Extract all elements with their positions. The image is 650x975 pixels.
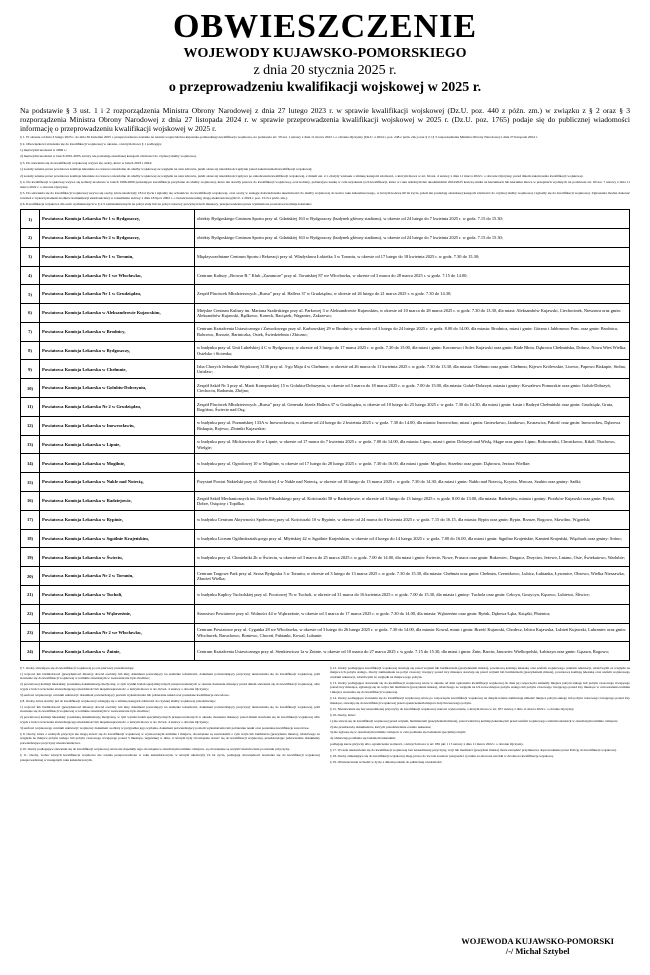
paragraph: 3) szefowi wojskowego centrum rekrutacji: dokument potwierdzający poziom wykształcenia lub pobieranie nauki oraz posiadane kwalifikacje zawodowe. (20, 692, 230, 697)
row-number: 21) (21, 586, 40, 605)
table-row (21, 492, 630, 511)
commission-address: obiekty Bydgoskiego Centrum Sportu przy ul. Gdańskiej 163 w Bydgoszczy (budynek główny stadionu), w okresie od 24 lutego do 7 kwietnia 2025 r. w godz. 7.15 do 15.30; (195, 228, 630, 247)
paragraph: 1) wojtowi lub burmistrzowi (prezydentowi miasta): dowód osobisty lub inny dokument pozwalający na ustalenie tożsamości, dokument potwierdzający przyczyny niestawienia się do kwalifikacji wojskowej, jeśli stawienie się do kwalifikacji wojskowej w terminie określonym w wezwaniu nie było możliwe; (20, 704, 320, 714)
commission-address: Przystań Powiat Nakielski przy ul. Noteckiej 4 w Nakle nad Notecią, w okresie od 18 lutego do 13 marca 2025 r. w godz. 7.30 do 14.30, dla miast i gmin: Nakło nad Notecią, Kcynia, Mrocza, Szubin oraz gminy: Sadki; (195, 473, 630, 492)
paragraph: § 16. Osoby, które: (330, 712, 356, 717)
table-row (21, 285, 630, 304)
paragraph: 2) zostały uznane przez powiatowe komisje lekarskie za czasowo niezdolne do służby wojskowej ze względu na stan zdrowia, jeżeli okres tej niezdolności upływa po zakończeniu kwalifikacji wojskowej, z dniem ust. 2, i złożyły wniosek o zmianę kategorii zdolności, o którym mowa w art. 64 ust. 4 ustawy z dnia 11 marca 2022 r. o obronie Ojczyzny, przed dniem zakończenia kwalifikacji wojskowej. (20, 173, 584, 178)
commission-address: Zespół Placówek Młodzieżowych „Bursa” przy ul. Hallera 37 w Grudziądzu, w okresie od 26 lutego do 21 marca 2025 r. w godz. 7.30 do 14.30; (195, 285, 630, 304)
commission-name: Powiatowa Komisja Lekarska w Mogilnie, (40, 454, 195, 473)
row-number: 2) (21, 228, 40, 247)
commissions-table (20, 209, 630, 661)
commission-address: Zespół Placówek Młodzieżowych „Bursa” przy ul. Generała Józefa Hallera 37 w Grudziądzu, w okresie od 10 lutego do 25 lutego 2025 r. w godz. 7.30 do 14.30, dla miast i gmin: Łasin i Radzyń Chełmiński oraz gmin: Grudziądz, Gruta, Rogóźno, Świecie nad Osą; (195, 398, 630, 417)
commission-name: Powiatowa Komisja Lekarska w Tucholi, (40, 586, 195, 605)
row-number: 16) (21, 492, 40, 511)
date-line: z dnia 20 stycznia 2025 r. (253, 63, 397, 78)
commission-name: Powiatowa Komisja Lekarska Nr 1 w Bydgoszczy, (40, 210, 195, 229)
commission-name: Powiatowa Komisja Lekarska Nr 1 w Toruniu, (40, 247, 195, 266)
table-row (21, 322, 630, 341)
row-number: 11) (21, 398, 40, 417)
paragraph: 1) mężczyźni urodzeni w 2006 r.; (20, 147, 67, 152)
row-number: 17) (21, 510, 40, 529)
commission-name: Powiatowa Komisja Lekarska w Bydgoszczy, (40, 341, 195, 360)
paragraph: 4) odmawiają poddania się badaniom lekarskim; (330, 736, 396, 741)
signatory-name: /-/ Michał Sztybel (505, 946, 570, 956)
commission-address: Starostwo Powiatowe przy ul. Wolności 44 w Wąbrzeźnie, w okresie od 3 marca do 17 marca 2025 r. w godz. 7.30 do 14.00, dla miasta: Wąbrzeźno oraz gmin: Ryńsk, Dębowa Łąka, Książki, Płużnica; (195, 604, 630, 623)
row-number: 24) (21, 642, 40, 661)
paragraph: 1) zostały uznane przez powiatowe komisje lekarskie za czasowo niezdolne do służby wojskowej ze względu na stan zdrowia, jeżeli okres tej niezdolności upłynie przed zakończeniem kwalifikacji wojskowej; (20, 167, 313, 172)
paragraph: § 7. Osoby stawiające się do kwalifikacji wojskowej po raz pierwszy przedstawiają: (20, 665, 134, 670)
commission-address: w budynku Liceum Ogólnokształcącego przy ul. Młyńskiej 42 w Sępólnie Krajeńskim, w okresie od 4 lutego do 14 lutego 2025 r. w godz. 7.00 do 16.00, dla miast i gmin: Sępólno Krajeńskie, Kamień Krajeński, Więcbork oraz gminy: Sośno; (195, 529, 630, 548)
paragraph: § 14. Osoby podlegające stawieniu się do kwalifikacji wojskowej, które po rozpoczęciu kwalifikacji wojskowej na danym terenie zamierzają zmienić miejsce pobytu stałego lub pobytu czasowego trwającego ponad trzy miesiące, stawiają się do kwalifikacji wojskowej przed opuszczeniem miejsca dotychczasowego pobytu. (330, 695, 630, 705)
commission-name: Powiatowa Komisja Lekarska Nr 1 w Grudziądzu, (40, 285, 195, 304)
paragraph: § 15. Niestawienie się bez uzasadnionej przyczyny do kwalifikacji wojskowej stanowi wykroczenie, o którym mowa w art. 657 ustawy z dnia 11 marca 2022 r. o obronie Ojczyzny. (330, 706, 575, 711)
row-number: 1) (21, 210, 40, 229)
table-row (21, 360, 630, 379)
paragraph: § 2. Obowiązkowi stawienia się do kwalifikacji wojskowej w okresie, o którym mowa § 1 podlegają: (20, 141, 162, 146)
commission-address: Izba Chorych Jednostki Wojskowej 3136 przy ul. 3-go Maja 4 w Chełmnie, w okresie od 26 marca do 11 kwietnia 2025 r. w godz. 7.30 do 13.30, dla miasta: Chełmno oraz gmin: Chełmno, Kijewo Królewskie, Lisewo, Papowo Biskupie, Stolno, Unisław; (195, 360, 630, 379)
table-row (21, 473, 630, 492)
table-row (21, 228, 630, 247)
issuer-line: WOJEWODY KUJAWSKO-POMORSKIEGO (183, 46, 467, 61)
paragraph: § 11. Osoby, wobec których kwalifikacja wojskowa nie została przeprowadzona w roku kalendarzowym, w którym ukończyły 19 lat życia, podlegają obowiązkowi stawienia się do kwalifikacji wojskowej przeprowadzanej w następnym roku kalendarzowym. (20, 753, 320, 762)
paragraph: § 3. Do stawienia się do kwalifikacji wojskowej wzywa się osoby, które w latach 2023 i 2024: (20, 160, 152, 165)
commission-address: w budynku przy ul. Ogrodowej 10 w Mogilnie, w okresie od 17 lutego do 28 lutego 2025 r. w godz. 7.30 do 16.00, dla miast i gmin: Mogilno, Strzelno oraz gmin: Dąbrowa, Jeziora Wielkie; (195, 454, 630, 473)
commission-name: Powiatowa Komisja Lekarska w Sępólnie Krajeńskim, (40, 529, 195, 548)
commission-name: Powiatowa Komisja Lekarska w Golubiu-Dobrzyniu, (40, 379, 195, 398)
closing-column-right (330, 664, 630, 765)
paragraph: 3) szefowi wojskowego centrum rekrutacji: wojskowy dokument osobisty w przypadku jego wydania, dokument potwierdzający poziom wykształcenia lub pobieranie nauki oraz posiadane kwalifikacje zawodowe. (20, 725, 310, 730)
commission-name: Powiatowa Komisja Lekarska w Lipnie, (40, 435, 195, 454)
paragraph: § 8. Osoby, które stawiły już do kwalifikacji wojskowej i ubiegają się o zmianę kategorii zdolności do czynnej służby wojskowej przedstawiają: (20, 698, 216, 703)
signature-block (461, 936, 614, 956)
paragraph: 2) powiatowej komisji lekarskiej: posiadaną dokumentację medyczną, w tym wyniki badań specjalistycznych przeprowadzonych w okresie dwunastu miesięcy przed dniem stawienia się do kwalifikacji wojskowej albo wypis z treści orzeczenia stwierdzającego niezdolność lub niepełnosprawność, o którym mowa w art. 62 ust. 4 ustawy o obronie Ojczyzny; (20, 715, 320, 724)
commission-address: Centrum Kształcenia Ustawicznego przy ul. Sienkiewicza 1a w Żninie, w okresie od 10 marca do 27 marca 2025 r. w godz. 7.15 do 15.30, dla miast i gmin: Żnin, Barcin, Janowiec Wielkopolski, Łabiszyn oraz gmin: Gąsawa, Rogowo; (195, 642, 630, 661)
commission-address: Centrum Powiatowe przy ul. Cyganka 28 we Włocławku, w okresie od 3 lutego do 26 lutego 2025 r. w godz. 7.30 do 14.00, dla miasta: Kowal, miast i gmin: Brześć Kujawski, Chodecz, Izbica Kujawska, Lubień Kujawski, Lubraniec oraz gmin: Włocławek, Baruchowo, Boniewo, Choceń, Fabianki, Kowal, Lubanie; (195, 623, 630, 642)
commission-address: Zespół Szkół Nr 3 przy ul. Marii Konopnickiej 15 w Golubiu-Dobrzyniu, w okresie od 3 marca do 18 marca 2025 r. w godz. 7.00 do 15.00, dla miasta: Golub-Dobrzyń, miasta i gminy: Kowalewo Pomorskie oraz gmin: Golub-Dobrzyń, Ciechocin, Radomin, Zbójno; (195, 379, 630, 398)
commission-address: w budynku Kaplicy Tucholskiej przy ul. Pocztowej 7b w Tucholi, w okresie od 31 marca do 16 kwietnia 2025 r. w godz. 7.00 do 15.30, dla miasta i gminy: Tuchola oraz gmin: Cekcyn, Gostycyn, Kęsowo, Lubiewo, Śliwice; (195, 586, 630, 605)
paragraph: 3) nie zgłoszą się w określonym terminie i miejscu w celu poddania się badaniom specjalistycznym; (330, 730, 466, 735)
legal-basis-paragraph: Na podstawie § 3 ust. 1 i 2 rozporządzenia Ministra Obrony Narodowej z dnia 27 lutego 2023 r. w sprawie kwalifikacji wojskowej (Dz.U. poz. 440 z późn. zm.) w związku z § 2 oraz § 3 rozporządzenia Ministra Obrony Narodowej z dnia 27 listopada 2024 r. w sprawie przeprowadzenia kwalifikacji wojskowej w 2025 r. (Dz.U. poz. 1765) podaje się do publicznej wiadomości informację o przeprowadzeniu kwalifikacji wojskowej w 2025 r. (20, 106, 630, 134)
paragraph: § 12. Osoby podlegające kwalifikacji wojskowej stawiają się przed wójtem lub burmistrzem (prezydentem miasta), powiatową komisją lekarską oraz szefem wojskowego centrum rekrutacji, właściwymi ze względu na miejsce ich pobytu stałego. Osoby zamieszkałe na pobyt czasowy trwający ponad trzy miesiące stawiają się przed wójtem lub burmistrzem (prezydentem miasta), powiatową komisją lekarską oraz szefem wojskowego centrum rekrutacji, właściwymi ze względu na miejsce tego pobytu. (330, 665, 630, 679)
topic-line: o przeprowadzeniu kwalifikacji wojskowej w 2025 r. (168, 80, 482, 95)
commission-address: w budynku przy ul. Mickiewicza 46 w Lipnie, w okresie od 17 marca do 7 kwietnia 2025 r. w godz. 7.00 do 14.00, dla miasta: Lipno, miast i gmin: Dobrzyń nad Wisłą, Skępe oraz gmin: Lipno, Bobrowniki, Chrostkowo, Kikół, Tłuchowo, Wielgie; (195, 435, 630, 454)
signatory-title: WOJEWODA KUJAWSKO-POMORSKI (461, 936, 614, 946)
paragraph: § 4. Do kwalifikacji wojskowej wzywa się kobiety urodzone w latach 1996-2006 posiadające kwalifikacje przydatne do służby wojskowej, które nie stawiły jeszcze do kwalifikacji wojskowej, oraz kobiety, pobierające naukę w celu uzyskania tych kwalifikacji, które w roku szkolnym lub akademickim 2024/2025 kończą studia na kierunkach lub kierunku mowa w przepisach wydanych na podstawie art. 60 ust. 7 ustawy z dnia 11 marca 2022 r. o obronie Ojczyzny. (20, 179, 630, 189)
table-row (21, 304, 630, 323)
commission-address: obiekty Bydgoskiego Centrum Sportu przy ul. Gdańskiej 163 w Bydgoszczy (budynek główny stadionu), w okresie od 24 lutego do 7 kwietnia 2025 r. w godz. 7.15 do 15.30; (195, 210, 630, 229)
commission-address: w budynku Centrum Aktywności Społecznej przy ul. Kościuszki 10 w Rypinie, w okresie od 24 marca do 8 kwietnia 2025 r. w godz. 7.15 do 16.15, dla miasta: Rypin oraz gmin: Rypin, Brzuze, Rogowo, Skrwilno, Wąpielsk; (195, 510, 630, 529)
commission-name: Powiatowa Komisja Lekarska Nr 1 we Włocławku, (40, 266, 195, 285)
paragraph: § 19. Obwieszczenie wchodzi w życie z dniem podania do publicznej wiadomości. (330, 760, 443, 765)
paragraph: 2) mężczyźni urodzeni w latach 2001-2005, którzy nie posiadają określonej kategorii zdolności do czynnej służby wojskowej. (20, 154, 197, 159)
table-row (21, 416, 630, 435)
table-row (21, 567, 630, 586)
paragraph: § 18. Osoby zmieniające się do kwalifikacji wojskowej mają prawo do zwrotu kosztów przejazdu i ryczałtu za utracone zarobki w drodze na kwalifikację wojskową. (330, 754, 554, 759)
paragraph: 1) nie stawią się do kwalifikacji wojskowej przed wójtem, burmistrzem (prezydentem miasta), przed właściwą komisją lekarską lub przed szefem wojskowego centrum rekrutacji w określonym terminie i miejscu; (330, 718, 618, 723)
row-number: 6) (21, 304, 40, 323)
commission-address: Centrum Kształcenia Ustawicznego i Zawodowego przy ul. Karbowskiej 29 w Brodnicy, w okresie od 3 lutego do 24 lutego 2025 r. w godz. 8.00 do 14.00, dla miasta: Brodnica, miast i gmin: Górzno i Jabłonowo Pom. oraz gmin: Brodnica, Bobrowo, Brzozie, Bartniczka, Osiek, Świedziebnia i Zbiczno; (195, 322, 630, 341)
table-row (21, 548, 630, 567)
table-row (21, 586, 630, 605)
commission-name: Powiatowa Komisja Lekarska w Nakle nad Notecią, (40, 473, 195, 492)
row-number: 15) (21, 473, 40, 492)
row-number: 20) (21, 567, 40, 586)
paragraph: § 1. W okresie od dnia 3 lutego 2025 r. do dnia 30 kwietnia 2025 r. przeprowadzona zostanie na terenie województwa kujawsko-pomorskiego kwalifikacja wojskowa, na podstawie art. 59 ust. 1 ustawy z dnia 11 marca 2022 r. o obronie Ojczyzny (Dz.U. z 2024 r. poz. 248 z późn. zm.) oraz § 2 i § 3 rozporządzenia Ministra Obrony Narodowej z dnia 27 listopada 2024 r. (20, 135, 538, 140)
row-number: 22) (21, 604, 40, 623)
row-number: 23) (21, 623, 40, 642)
table-row (21, 623, 630, 642)
table-row (21, 454, 630, 473)
row-number: 14) (21, 454, 40, 473)
table-row (21, 529, 630, 548)
row-number: 19) (21, 548, 40, 567)
table-row (21, 210, 630, 229)
commission-name: Powiatowa Komisja Lekarska w Aleksandrowie Kujawskim, (40, 304, 195, 323)
paragraph: 2) powiatowej komisji lekarskiej: posiadaną dokumentację medyczną, w tym wyniki badań specjalistycznych przeprowadzonych w okresie dwunastu miesięcy przed dniem stawienia się do kwalifikacji wojskowej, albo wypis z treści orzeczenia stwierdzającego niezdolność lub niepełnosprawność, o którym mowa w art. 62 ust. 4 ustawy o obronie Ojczyzny; (20, 682, 320, 691)
row-number: 8) (21, 341, 40, 360)
row-number: 18) (21, 529, 40, 548)
paragraph: § 13. Osoby podlegające stawieniu się do kwalifikacji wojskowej, które w okresie od dnia ogłoszenia kwalifikacji wojskowej do dnia jej rozpoczęcia zmieniły miejsce pobytu stałego lub pobytu czasowego trwającego ponad trzy miesiące, zgłaszają się do wójta lub burmistrza (prezydenta miasta), właściwego ze względu na ich nowe miejsce pobytu stałego lub pobytu czasowego trwającego ponad trzy miesiące w celu ustalenia terminu i miejsca stawienia się do kwalifikacji wojskowej. (330, 680, 630, 694)
commission-address: Centrum Targowe Park przy ul. Szosa Bydgoska 3 w Toruniu, w okresie od 3 lutego do 13 marca 2025 r. w godz. 7.30 do 15.30, dla miasta: Chełmża oraz gmin: Chełmża, Czernikowo, Lubicz, Łubianka, Łysomice, Obrowo, Wielka Nieszawka, Zławieś Wielka; (195, 567, 630, 586)
commission-name: Powiatowa Komisja Lekarska w Radziejowie, (40, 492, 195, 511)
commission-name: Powiatowa Komisja Lekarska Nr 2 w Bydgoszczy, (40, 228, 195, 247)
commission-name: Powiatowa Komisja Lekarska Nr 2 w Toruniu, (40, 567, 195, 586)
row-number: 4) (21, 266, 40, 285)
closing-column-left (20, 664, 320, 765)
commission-name: Powiatowa Komisja Lekarska w Chełmnie, (40, 360, 195, 379)
row-number: 5) (21, 285, 40, 304)
table-row (21, 510, 630, 529)
commission-name: Powiatowa Komisja Lekarska w Wąbrzeźnie, (40, 604, 195, 623)
row-number: 3) (21, 247, 40, 266)
commission-name: Powiatowa Komisja Lekarska w Rypinie, (40, 510, 195, 529)
page-title: OBWIESZCZENIE (173, 8, 477, 45)
paragraph: podlegają karze grzywny albo ograniczenia wolności, o których mowa w art. 681 pkt 1 i 3 ustawy z dnia 11 marca 2022 r. o obronie Ojczyzny. (330, 742, 524, 747)
commission-name: Powiatowa Komisja Lekarska w Inowrocławiu, (40, 416, 195, 435)
commission-address: w budynku przy ul. Unii Lubelskiej 4 C w Bydgoszczy, w okresie od 3 lutego do 17 marca 2025 r. w godz. 7.30 do 15.00, dla miast i gmin: Koronowo i Solec Kujawski oraz gmin: Białe Błota, Dąbrowa Chełmińska, Dobrcz, Nowa Wieś Wielka, Osielsko i Sicienko; (195, 341, 630, 360)
commission-name: Powiatowa Komisja Lekarska Nr 2 we Włocławku, (40, 623, 195, 642)
commission-name: Powiatowa Komisja Lekarska w Żninie, (40, 642, 195, 661)
paragraph: § 6. Kwalifikacja wojskowa dla osób wymienionych w § 2-5 zamieszkiwanych na pobyt stały lub na pobyt czasowy powyżej trzech miesięcy, przeprowadzana przez wymienione powiatowe komisje lekarskie: (20, 202, 312, 207)
row-number: 12) (21, 416, 40, 435)
table-row (21, 379, 630, 398)
table-row (21, 247, 630, 266)
row-number: 13) (21, 435, 40, 454)
paragraph: 2) nie przedstawią dokumentów, których przedstawienie zostało nakazane; (330, 724, 432, 729)
table-row (21, 266, 630, 285)
top-paragraphs (20, 135, 630, 207)
table-row (21, 398, 630, 417)
paragraph: § 10. Osoby podlegające stawieniu się do kwalifikacji wojskowej, które nie dopełniły tego obowiązku w określonym terminie i miejscu, są obowiązane są uczynić niezwłocznie po ustaniu przyczyny. (20, 747, 290, 752)
table-row (21, 604, 630, 623)
commission-address: Międzyuczelniane Centrum Sportu i Rekreacji przy ul. Władysława Łokietka 3 w Toruniu, w okresie od 17 lutego do 18 kwietnia 2025 r. w godz. 7.30 do 15.30; (195, 247, 630, 266)
row-number: 7) (21, 322, 40, 341)
commission-address: Zespół Szkół Mechanicznych im. Józefa Piłsudskiego przy ul. Kościuszki 58 w Radziejowie, w okresie od 3 lutego do 13 lutego 2025 r. w godz. 8.00 do 13.00, dla miasta: Radziejów, miasta i gminy: Piotrków Kujawski oraz gmin: Bytoń, Dobre, Osięciny i Topólka; (195, 492, 630, 511)
paragraph: 1) wojtowi lub burmistrzowi (prezydentowi miasta): dowód osobisty lub inny dokument pozwalający na ustalenie tożsamości, dokument potwierdzający przyczyny niestawienia się do kwalifikacji wojskowej, jeśli stawienie się do kwalifikacji wojskowej w terminie określonym w wezwaniu nie było możliwe; (20, 671, 320, 681)
table-row (21, 435, 630, 454)
commission-name: Powiatowa Komisja Lekarska Nr 2 w Grudziądzu, (40, 398, 195, 417)
row-number: 10) (21, 379, 40, 398)
commission-address: w budynku przy ul. Poznańskiej 133A w Inowrocławiu, w okresie od 24 lutego do 2 kwietnia 2025 r. w godz. 7.30 do 14.00, dla miasta: Inowrocław, miast i gmin: Gniewkowo, Janikowo, Kruszwica, Pakość oraz gmin: Inowrocław, Dąbrowa Biskupia, Rojewo, Złotniki Kujawskie; (195, 416, 630, 435)
table-row (21, 341, 630, 360)
closing-paragraphs (20, 664, 630, 765)
commission-address: Centrum Kultury „Browar B.” Klub „Zazamcze” przy ul. Toruńskiej 87 we Włocławku, w okresie od 3 marca do 28 marca 2025 r. w godz. 7.15 do 14.00; (195, 266, 630, 285)
commission-name: Powiatowa Komisja Lekarska w Świeciu, (40, 548, 195, 567)
table-row (21, 642, 630, 661)
row-number: 9) (21, 360, 40, 379)
commission-name: Powiatowa Komisja Lekarska w Brodnicy, (40, 322, 195, 341)
commission-address: w budynku przy ul. Chmielniki 2b w Świeciu, w okresie od 3 marca do 25 marca 2025 r. w godz. 7.00 do 14.00, dla miast i gmin: Świecie, Nowe, Pruszcz oraz gmin: Bukowiec, Dragacz, Drzycim, Jeżewo, Lniano, Osie, Świekatowo, Warlubie; (195, 548, 630, 567)
paragraph: § 9. Osoby, które z ważnych przyczyn nie mogą stawić się do kwalifikacji wojskowej w wyznaczonym terminie i miejscu, obowiązane są zawiadomić o tym wójta lub burmistrza (prezydenta miasta), właściwego ze względu na miejsce pobytu stałego lub pobytu czasowego trwającego ponad 3 miesiące, najpóźniej w dniu, w którym były obowiązane stawić się do kwalifikacji wojskowej, przedstawiając jednocześnie dokumenty potwierdzające przyczyny niestawiennictwa. (20, 731, 320, 746)
paragraph: § 17. W razie niestawienia się do kwalifikacji wojskowej bez uzasadnionej przyczyny, wójt lub burmistrz (prezydent miasta) może zarządzić przymusowe doprowadzenie przez Policję do kwalifikacji wojskowej. (330, 748, 617, 753)
paragraph: § 5. Do stawienia się do kwalifikacji wojskowej wzywa się osoby, które ukończyły 18 lat życia i zgłosiły się ochotniczo do kwalifikacji wojskowej, oraz osoby w zasięgu doświadczenia niezdolności do służby wojskowej do końca roku kalendarzowego, w którym kończą 60 lat życia, jeżeli nie posiadają określonej kategorii zdolności do czynnej służby wojskowej i zgłosiły się do kwalifikacji wojskowej. Zgłoszenia można dokonać również z wykorzystaniem środków komunikacji elektronicznej w rozumieniu ustawy z dnia 18 lipca 2002 r. o świadczeniu usług drogą elektroniczną (Dz.U. z 2024 r. poz. 1513 z późn. zm.). (20, 191, 630, 200)
commission-address: Miejskie Centrum Kultury im. Mariana Szafirskiego przy ul. Parkowej 3 w Aleksandrowie Kujawskim, w okresie od 10 marca do 28 marca 2025 r. w godz. 7.30 do 13.30, dla miast: Aleksandrów Kujawski, Ciechocinek, Nieszawa oraz gmin: Aleksandrów Kujawski, Bądkowo, Koneck, Raciążek, Waganiec, Zakrzewo; (195, 304, 630, 323)
announcement-page (0, 10, 650, 975)
